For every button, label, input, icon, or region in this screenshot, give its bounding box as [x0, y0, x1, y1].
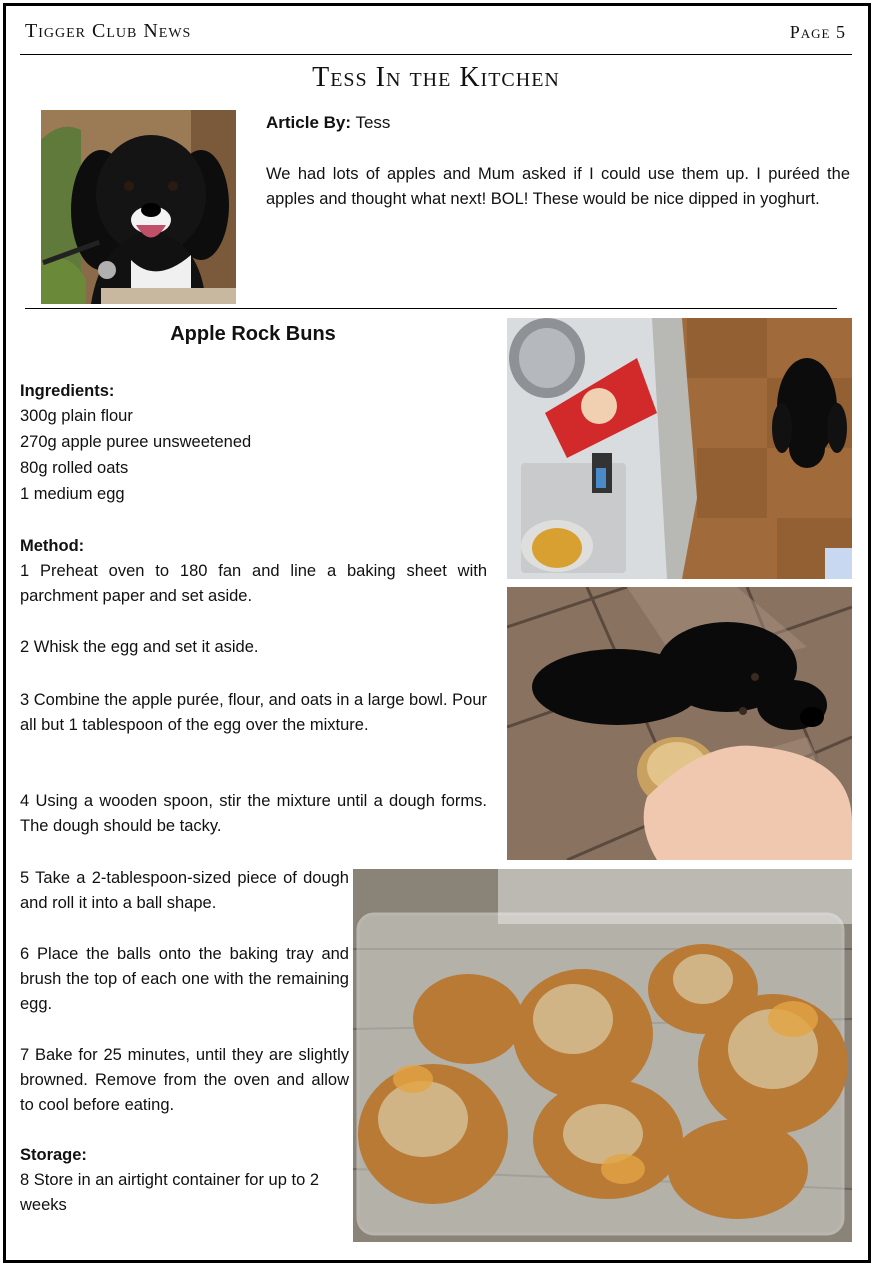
intro-paragraph: We had lots of apples and Mum asked if I could use them up. I puréed the apples and thought what next! BOL! These would be nice dipped in yoghurt.	[266, 165, 850, 208]
byline-author: Tess	[355, 113, 391, 132]
article-title: Tess In the Kitchen	[312, 62, 560, 93]
byline-label: Article By:	[266, 113, 352, 132]
method-step: 6 Place the balls onto the baking tray and brush the top of each one with the remaining egg.	[20, 945, 349, 1013]
ingredients-heading: Ingredients:	[20, 382, 115, 400]
method-step: 2 Whisk the egg and set it aside.	[20, 638, 259, 656]
storage-text: 8 Store in an airtight container for up to 2 weeks	[20, 1171, 320, 1214]
kitchen-photo	[507, 318, 852, 579]
ingredient-item: 270g apple puree unsweetened	[20, 433, 252, 451]
method-step: 7 Bake for 25 minutes, until they are slightly browned. Remove from the oven and allow to cool before eating.	[20, 1046, 349, 1114]
ingredient-item: 80g rolled oats	[20, 459, 129, 477]
recipe-title: Apple Rock Buns	[170, 323, 336, 345]
page-number: Page 5	[789, 22, 846, 42]
method-step: 3 Combine the apple purée, flour, and oats in a large bowl. Pour all but 1 tablespoon of the egg over the mixture.	[20, 691, 487, 734]
method-step: 1 Preheat oven to 180 fan and line a baking sheet with parchment paper and set aside.	[20, 562, 487, 605]
header-rule	[20, 54, 852, 55]
dog-with-bun-photo	[507, 587, 852, 860]
method-step: 5 Take a 2-tablespoon-sized piece of dough and roll it into a ball shape.	[20, 869, 349, 912]
ingredient-item: 300g plain flour	[20, 407, 133, 425]
rock-buns-photo	[353, 869, 852, 1242]
method-heading: Method:	[20, 537, 85, 555]
tess-portrait-photo	[41, 110, 236, 304]
method-step: 4 Using a wooden spoon, stir the mixture until a dough forms. The dough should be tacky.	[20, 792, 487, 835]
section-rule	[25, 308, 837, 309]
storage-heading: Storage:	[20, 1146, 87, 1164]
newsletter-name: Tigger Club News	[25, 20, 192, 42]
ingredient-item: 1 medium egg	[20, 485, 125, 503]
byline	[266, 113, 390, 133]
